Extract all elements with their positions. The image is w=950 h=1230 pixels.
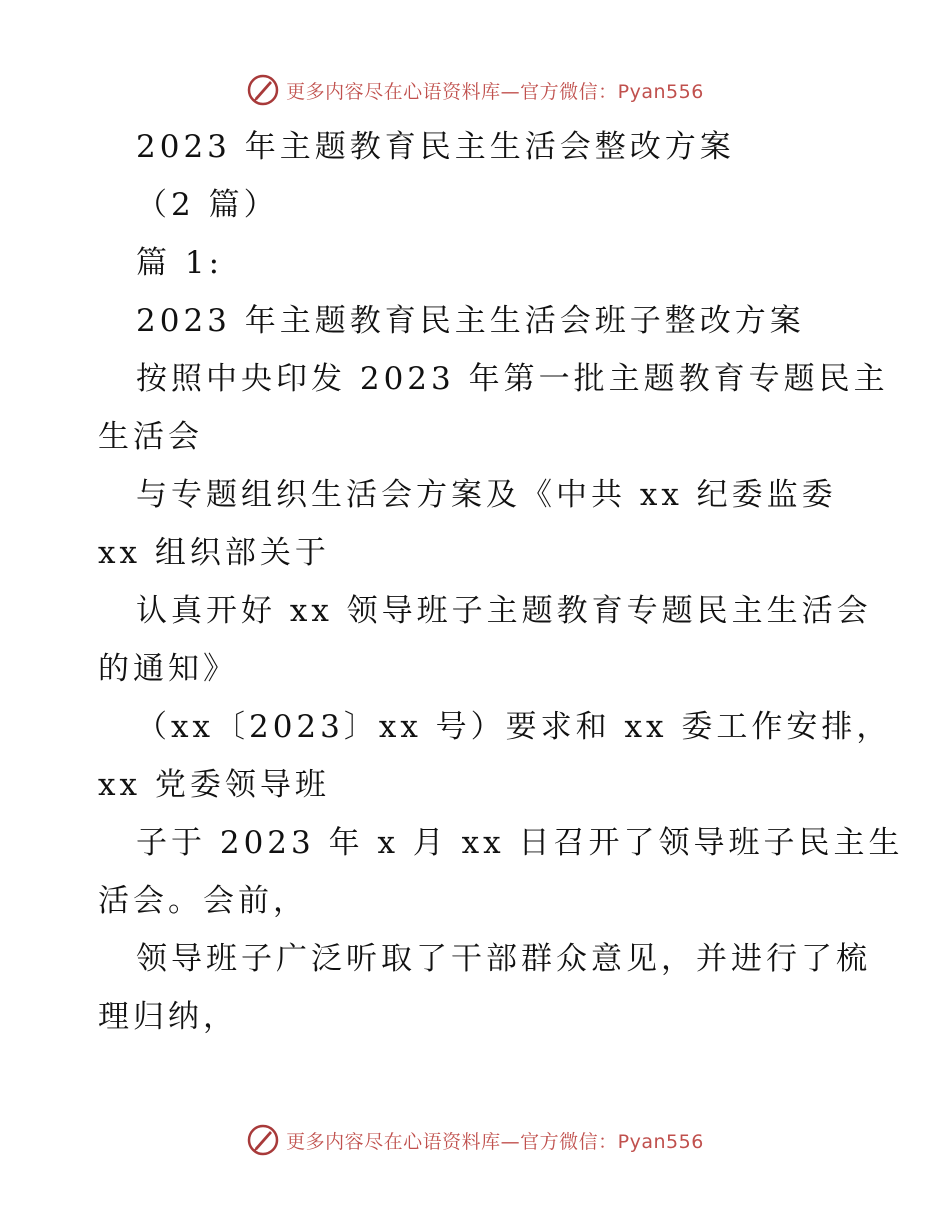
document-line: 的通知》 bbox=[98, 651, 238, 687]
document-line: 活会。会前， bbox=[98, 883, 308, 919]
document-line: 领导班子广泛听取了干部群众意见，并进行了梳 bbox=[136, 941, 871, 977]
document-line: 子于 2023 年 x 月 xx 日召开了领导班子民主生 bbox=[136, 825, 904, 861]
header-banner bbox=[0, 70, 950, 110]
quill-circle-logo-icon bbox=[246, 1123, 280, 1157]
footer-banner bbox=[0, 1120, 950, 1160]
document-line: 理归纳， bbox=[98, 999, 238, 1035]
document-line: xx 组织部关于 bbox=[98, 535, 330, 571]
document-line: 2023 年主题教育民主生活会班子整改方案 bbox=[136, 303, 805, 339]
document-line: 篇 1: bbox=[136, 245, 224, 281]
footer-banner-content bbox=[246, 1123, 704, 1157]
document-line: 生活会 bbox=[98, 419, 203, 455]
document-line: 2023 年主题教育民主生活会整改方案 bbox=[136, 129, 735, 165]
quill-circle-logo-icon bbox=[246, 73, 280, 107]
document-line: 与专题组织生活会方案及《中共 xx 纪委监委 bbox=[136, 477, 837, 513]
document-line: （2 篇） bbox=[136, 187, 279, 223]
header-banner-text: 更多内容尽在心语资料库—官方微信：Pyan556 bbox=[286, 80, 704, 103]
footer-banner-text: 更多内容尽在心语资料库—官方微信：Pyan556 bbox=[286, 1130, 704, 1153]
header-banner-content bbox=[246, 73, 704, 107]
document-line: （xx〔2023〕xx 号）要求和 xx 委工作安排， bbox=[136, 709, 892, 745]
document-line: xx 党委领导班 bbox=[98, 767, 330, 803]
document-body bbox=[0, 118, 950, 1046]
document-line: 认真开好 xx 领导班子主题教育专题民主生活会 bbox=[136, 593, 872, 629]
document-line: 按照中央印发 2023 年第一批主题教育专题民主 bbox=[136, 361, 889, 397]
